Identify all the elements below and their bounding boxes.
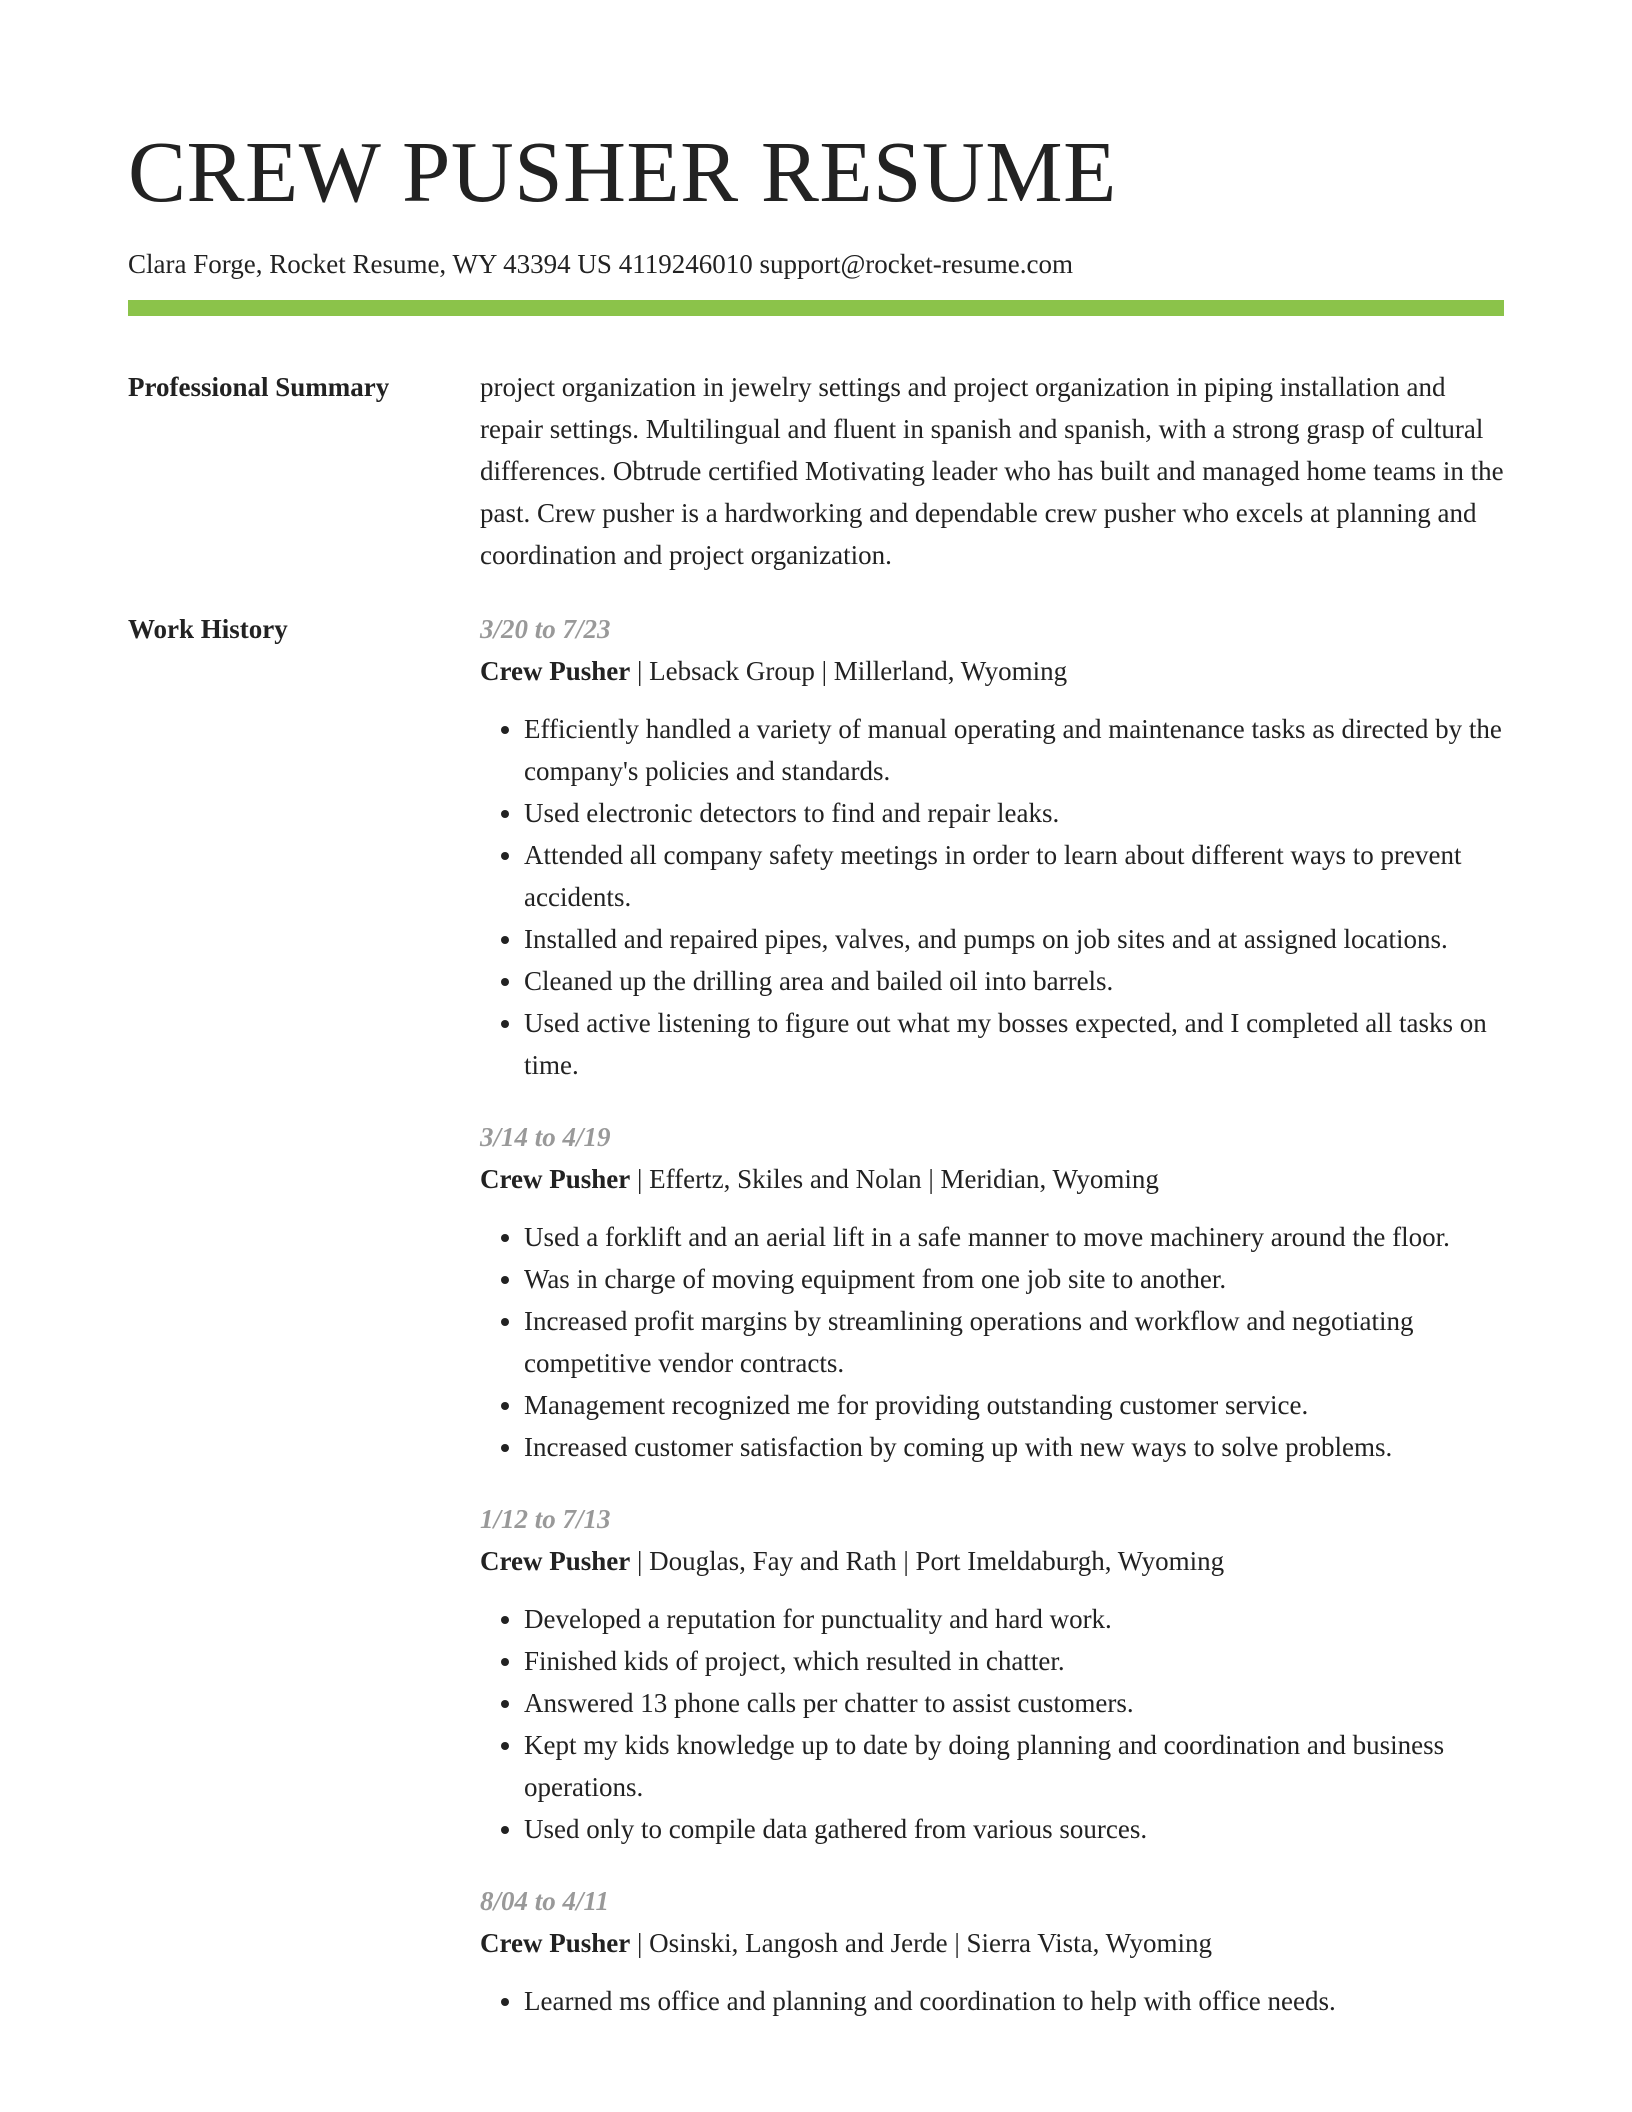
job-location: Sierra Vista, Wyoming: [966, 1928, 1212, 1958]
list-item: • Increased customer satisfaction by coming up with new ways to solve problems.: [524, 1426, 1504, 1468]
list-item: • Installed and repaired pipes, valves, and pumps on job sites and at assigned locations.: [524, 918, 1504, 960]
job-separator: |: [814, 656, 834, 686]
list-item: • Management recognized me for providing outstanding customer service.: [524, 1384, 1504, 1426]
summary-section: [128, 366, 1504, 576]
job-separator: |: [630, 1546, 650, 1576]
job-bullet-list: [480, 1980, 1504, 2022]
list-item: • Efficiently handled a variety of manual operating and maintenance tasks as directed by the company's policies and standards.: [524, 708, 1504, 792]
list-item: • Used electronic detectors to find and repair leaks.: [524, 792, 1504, 834]
list-item: • Kept my kids knowledge up to date by doing planning and coordination and business operations.: [524, 1724, 1504, 1808]
job-separator: |: [630, 656, 650, 686]
list-item: • Finished kids of project, which resulted in chatter.: [524, 1640, 1504, 1682]
job-company: Effertz, Skiles and Nolan: [649, 1164, 922, 1194]
job-date: 3/14 to 4/19: [480, 1122, 611, 1152]
job-entry: [480, 1498, 1504, 1850]
contact-info: Clara Forge, Rocket Resume, WY 43394 US 4119246010 support@rocket-resume.com: [128, 249, 1073, 279]
job-entry: [480, 608, 1504, 1086]
list-item: • Learned ms office and planning and coordination to help with office needs.: [524, 1980, 1504, 2022]
job-separator: |: [630, 1164, 650, 1194]
job-heading: [480, 1158, 1504, 1200]
list-item: • Increased profit margins by streamlining operations and workflow and negotiating competitive vendor contracts.: [524, 1300, 1504, 1384]
job-bullet-list: [480, 708, 1504, 1086]
job-location: Port Imeldaburgh, Wyoming: [915, 1546, 1225, 1576]
list-item: • Used a forklift and an aerial lift in a safe manner to move machinery around the floor.: [524, 1216, 1504, 1258]
job-separator: |: [896, 1546, 916, 1576]
job-title: Crew Pusher: [480, 656, 631, 686]
summary-text: project organization in jewelry settings and project organization in piping installation and repair settings. Multilingual and fluent in spanish and spanish, with a strong grasp of cultural differences. Obtrude certified Motivating leader who has built and managed home teams in the past. Crew pusher is a hardworking and dependable crew pusher who excels at planning and coordination and project organization.: [480, 372, 1504, 570]
job-company: Lebsack Group: [649, 656, 815, 686]
job-heading: [480, 1922, 1504, 1964]
job-date: 3/20 to 7/23: [480, 614, 611, 644]
job-separator: |: [630, 1928, 650, 1958]
work-history-section: [128, 608, 1504, 2052]
job-company: Douglas, Fay and Rath: [649, 1546, 897, 1576]
list-item: • Used active listening to figure out what my bosses expected, and I completed all tasks on time.: [524, 1002, 1504, 1086]
list-item: • Developed a reputation for punctuality and hard work.: [524, 1598, 1504, 1640]
job-entry: [480, 1880, 1504, 2022]
job-location: Meridian, Wyoming: [940, 1164, 1159, 1194]
work-history-label: Work History: [128, 614, 288, 644]
job-title: Crew Pusher: [480, 1546, 631, 1576]
job-separator: |: [947, 1928, 967, 1958]
list-item: • Was in charge of moving equipment from one job site to another.: [524, 1258, 1504, 1300]
work-history-list: [480, 608, 1504, 2052]
job-heading: [480, 650, 1504, 692]
list-item: • Used only to compile data gathered from various sources.: [524, 1808, 1504, 1850]
job-heading: [480, 1540, 1504, 1582]
list-item: • Answered 13 phone calls per chatter to assist customers.: [524, 1682, 1504, 1724]
job-entry: [480, 1116, 1504, 1468]
job-date: 8/04 to 4/11: [480, 1886, 610, 1916]
job-title: Crew Pusher: [480, 1164, 631, 1194]
list-item: • Cleaned up the drilling area and bailed oil into barrels.: [524, 960, 1504, 1002]
job-title: Crew Pusher: [480, 1928, 631, 1958]
summary-label: Professional Summary: [128, 372, 390, 402]
page-title: CREW PUSHER RESUME: [128, 123, 1117, 220]
job-bullet-list: [480, 1216, 1504, 1468]
job-bullet-list: [480, 1598, 1504, 1850]
job-location: Millerland, Wyoming: [833, 656, 1068, 686]
header-divider: [128, 300, 1504, 316]
job-company: Osinski, Langosh and Jerde: [649, 1928, 948, 1958]
job-date: 1/12 to 7/13: [480, 1504, 611, 1534]
list-item: • Attended all company safety meetings in order to learn about different ways to prevent accidents.: [524, 834, 1504, 918]
job-separator: |: [921, 1164, 941, 1194]
